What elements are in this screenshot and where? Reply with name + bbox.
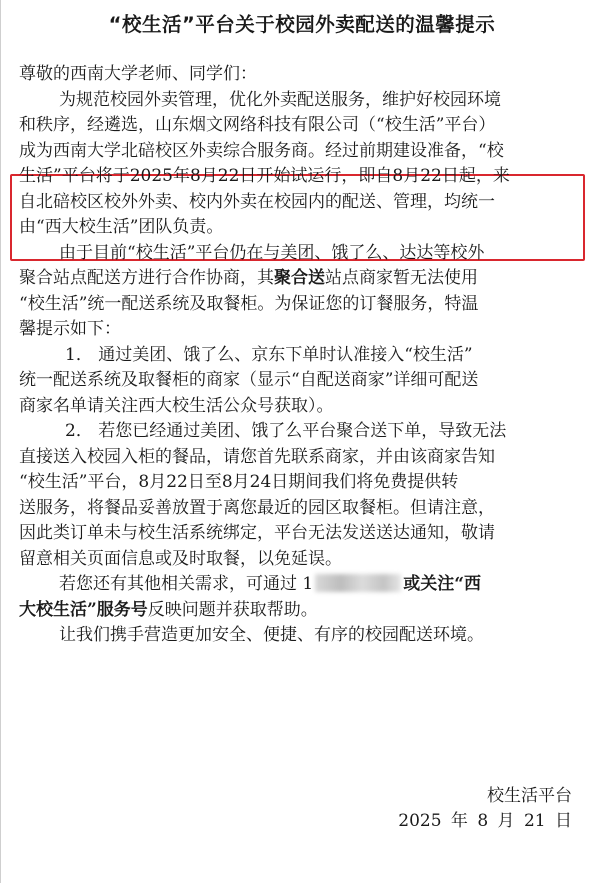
highlighted-line: 自北碚校区校外外卖、校内外卖在校园内的配送、管理，均统一 <box>19 191 495 212</box>
list-item-2: 2． 若您已经通过美团、饿了么平台聚合送下单，导致无法 <box>65 421 507 441</box>
list-item-2-line: 送服务，将餐品妥善放置于离您最近的园区取餐柜。但请注意， <box>19 497 495 518</box>
highlighted-line: 生活”平台将于2025年8月22日开始试运行，即自8月22日起，来 <box>19 166 510 186</box>
bold-term: 聚合送 <box>274 268 325 288</box>
greeting: 尊敬的西南大学老师、同学们： <box>19 64 257 84</box>
signature-org: 校生活平台 <box>487 786 572 806</box>
paragraph-line: 和秩序，经遴选，山东烟文网络科技有限公司（“校生活”平台） <box>19 115 496 135</box>
contact-line <box>19 598 585 624</box>
list-item-1-line: 统一配送系统及取餐柜的商家（显示“自配送商家”详细可配送 <box>19 370 479 390</box>
list-item-1: 1． 通过美团、饿了么、京东下单时认准接入“校生活” <box>65 344 473 365</box>
list-item-2-line: 因此类订单未与校生活系统绑定，平台无法发送送达通知，敬请 <box>19 523 495 543</box>
closing-line: 让我们携手营造更加安全、便捷、有序的校园配送环境。 <box>59 625 484 645</box>
service-account-name: 大校生活”服务号 <box>19 599 148 620</box>
list-item-1-line: 商家名单请关注西大校生活公众号获取）。 <box>19 395 334 416</box>
paragraph-text: 站点商家暂无法使用 <box>325 268 478 288</box>
list-item-2-line: 直接送入校园入柜的餐品，请您首先联系商家，并由该商家告知 <box>19 446 495 467</box>
highlighted-line: 由“西大校生活”团队负责。 <box>19 217 224 237</box>
paragraph-text: 聚合站点配送方进行合作协商，其 <box>19 268 274 288</box>
list-item-2-line: 留意相关页面信息或及时取餐，以免延误。 <box>19 548 342 569</box>
paragraph-line: 为规范校园外卖管理，优化外卖配送服务，维护好校园环境 <box>59 89 501 110</box>
notice-title: “校生活”平台关于校园外卖配送的温馨提示 <box>108 13 496 36</box>
notice-body <box>19 62 585 649</box>
paragraph-line: 由于目前“校生活”平台仍在与美团、饿了么、达达等校外 <box>59 242 485 263</box>
contact-bold: 或关注“西 <box>403 574 482 594</box>
contact-text: 反映问题并获取帮助。 <box>147 599 318 620</box>
contact-text: 若您还有其他相关需求，可通过 1 <box>59 574 314 594</box>
contact-line <box>19 572 585 598</box>
redacted-phone-number <box>315 574 401 592</box>
signature-date: 2025 年 8 月 21 日 <box>398 811 572 831</box>
list-item-2-line: “校生活”平台，8月22日至8月24日期间我们将免费提供转 <box>19 472 459 492</box>
paragraph-line: “校生活”统一配送系统及取餐柜。为保证您的订餐服务，特温 <box>19 293 479 314</box>
paragraph-line: 馨提示如下： <box>19 319 121 339</box>
paragraph-line: 成为西南大学北碚校区外卖综合服务商。经过前期建设准备，“校 <box>19 140 504 161</box>
paragraph-line <box>19 266 585 292</box>
